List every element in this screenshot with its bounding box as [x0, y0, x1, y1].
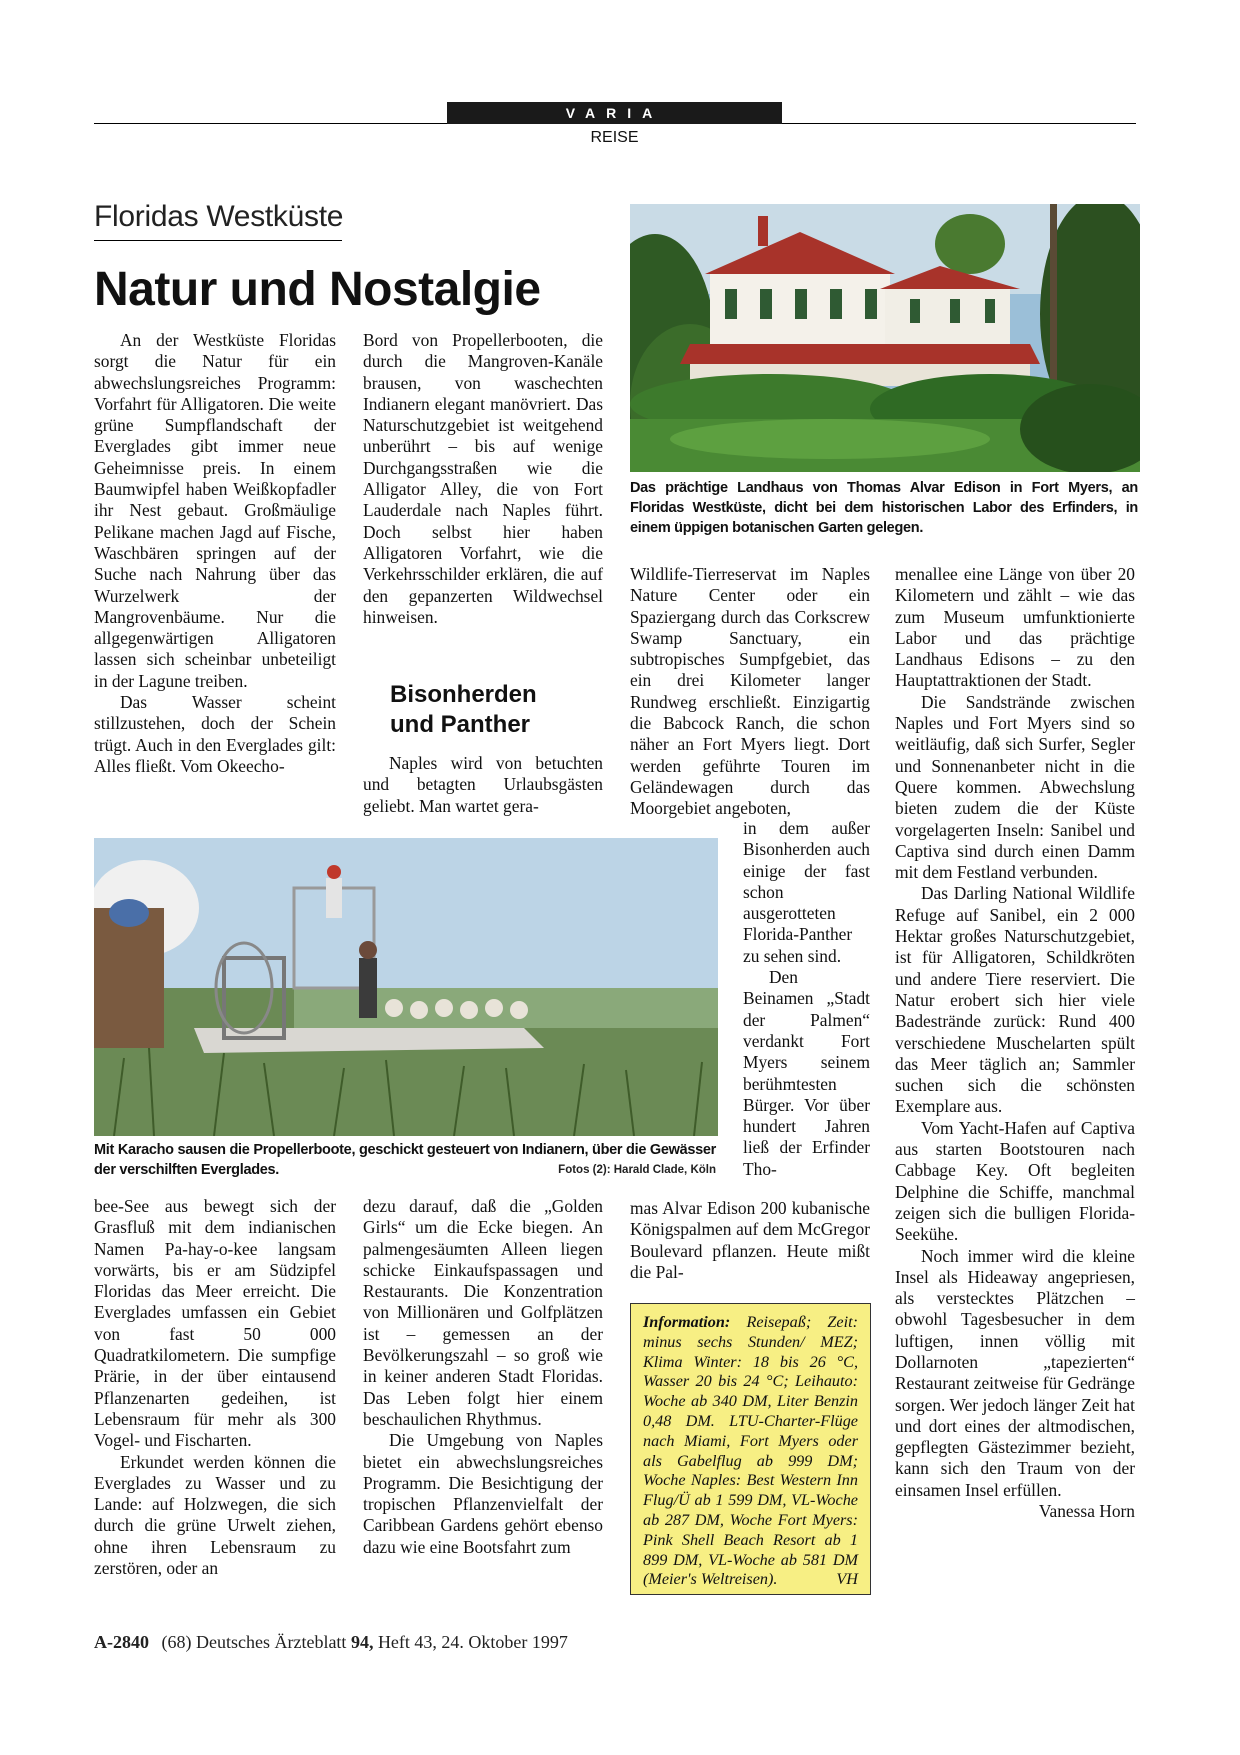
subsection-label: REISE [590, 129, 639, 146]
paragraph: Das Darling National Wildlife Refuge auf Sanibel, ein 2 000 Hektar großes Naturschutzgebiet, ist für Alligatoren, Schildkröten und andere Tiere reserviert. Die Natur erobert sich hier viele Badestrände zurück: Rund 400 verschiedene Muschelarten spült das Meer täglich an; Sammler suchen sich die schönsten Exemplare aus. [895, 883, 1135, 1117]
paragraph: Das Wasser scheint stillzustehen, doch der Schein trügt. Auch in den Everglades gilt: Alles fließt. Vom Okeecho- [94, 692, 336, 776]
column-3-narrow [743, 818, 870, 1180]
subheading [390, 680, 537, 740]
paragraph: An der Westküste Floridas sorgt die Natur für ein abwechslungsreiches Programm: Vorfahrt für Alligatoren. Die weite grüne Sumpflandschaft der Everglades gibt immer neue Geheimnisse preis. In einem Baumwipfel haben Weißkopfadler ihr Nest gebaut. Großmäulige Pelikane machen Jagd auf Fische, Waschbären springen auf der Suche nach Nahrung über das Wurzelwerk der Mangrovenbäume. Nur die allgegenwärtigen Alligatoren lassen sich scheinbar unbeteiligt in der Lagune treiben. [94, 330, 336, 691]
article-title: Natur und Nostalgie [94, 263, 541, 316]
subheading-line: Bisonherden [390, 681, 537, 708]
column-2-bottom [363, 1196, 603, 1558]
kicker-underline [94, 240, 342, 241]
paragraph: menallee eine Länge von über 20 Kilometern und zählt – wie das zum Museum umfunktionierte Labor und das prächtige Landhaus Edisons – zu den Hauptattraktionen der Stadt. [895, 564, 1135, 691]
airboat-photo-image [94, 838, 718, 1136]
house-photo-image [630, 204, 1140, 472]
subheading-line: und Panther [390, 711, 531, 738]
article-kicker: Floridas Westküste [94, 200, 344, 233]
info-text: Reisepaß; Zeit: minus sechs Stunden/ MEZ; Klima Winter: 18 bis 26 °C, Wasser 20 bis 24 °C; Leihauto: Woche ab 340 DM, Liter Benzin 0,48 DM. LTU-Charter-Flüge nach Miami, Fort Myers oder als Gabelflug ab 999 DM; Woche Naples: Best Western Inn Flug/Ü ab 1 599 DM, VL-Woche ab 287 DM, Woche Fort Myers: Pink Shell Beach Resort ab 1 899 DM, VL-Woche ab 581 DM (Meier's Weltreisen). [643, 1313, 858, 1589]
footer-journal: (68) Deutsches Ärzteblatt [161, 1632, 347, 1652]
info-initials: VH [836, 1570, 858, 1589]
column-1-bottom [94, 1196, 336, 1579]
column-3-top [630, 564, 870, 820]
house-photo-caption: Das prächtige Landhaus von Thomas Alvar Edison in Fort Myers, an Floridas Westküste, dicht bei dem historischen Labor des Erfinders, in einem üppigen botanischen Garten gelegen. [630, 480, 1138, 536]
paragraph: Noch immer wird die kleine Insel als Hideaway angepriesen, als verstecktes Plätzchen – obwohl Tagesbesucher in dem luftigen, innen völlig mit Dollarnoten „tapezierten“ Restaurant zeitweise für Gedränge sorgen. Wer jedoch länger Zeit hat und dort eines der altmodischen, gepflegten Gästezimmer bezieht, kann sich den Traum von der einsamen Insel erfüllen. [895, 1245, 1135, 1500]
column-3-bottom [630, 1198, 870, 1283]
column-2-middle [363, 753, 603, 817]
info-label: Information: [643, 1313, 731, 1331]
airboat-photo [94, 838, 718, 1136]
airboat-photo-caption: Mit Karacho sausen die Propellerboote, geschickt gesteuert von Indianern, über die Gewässer der verschilften Everglades. [94, 1142, 716, 1178]
paragraph: Die Umgebung von Naples bietet ein abwechslungsreiches Programm. Die Besichtigung der tropischen Pflanzenvielfalt der Caribbean Gardens gehört ebenso dazu wie eine Bootsfahrt zum [363, 1430, 603, 1557]
info-box [630, 1303, 871, 1595]
paragraph: Bord von Propellerbooten, die durch die Mangroven-Kanäle brausen, von waschechten Indianern elegant manövriert. Das Naturschutzgebiet ist weitgehend unberührt – bis auf wenige Durchgangsstraßen wie die Alligator Alley, die von Fort Lauderdale nach Naples führt. Doch selbst hier haben Alligatoren Vorfahrt, wie die Verkehrsschilder erklären, die auf den gepanzerten Wildwechsel hinweisen. [363, 330, 603, 627]
paragraph: dezu darauf, daß die „Golden Girls“ um die Ecke biegen. An palmengesäumten Alleen liegen schicke Einkaufspassagen und Restaurants. Die Konzentration von Millionären und Golfplätzen ist – gemessen an der Bevölkerungszahl – so groß wie in keiner anderen Stadt Floridas. Das Leben folgt hier einem beschaulichen Rhythmus. [363, 1196, 603, 1429]
footer-volume: 94, [350, 1632, 374, 1652]
page-footer [94, 1632, 568, 1653]
house-photo [630, 204, 1140, 472]
paragraph: Die Sandstrände zwischen Naples und Fort Myers sind so weitläufig, daß sich Surfer, Segler und Sonnenanbeter nicht in die Quere kommen. Abwechslung bieten zudem die der Küste vorgelagerten Inseln: Sanibel und Captiva sind durch einen Damm mit dem Festland verbunden. [895, 691, 1135, 883]
paragraph: bee-See aus bewegt sich der Grasfluß mit dem indianischen Namen Pa-hay-o-kee langsam vorwärts, bis er am Südzipfel Floridas das Meer erreicht. Die Everglades umfassen ein Gebiet von fast 50 000 Quadratkilometern. Die sumpfige Prärie, in der über eintausend Pflanzenarten gedeihen, ist Lebensraum für mehr als 300 Vogel- und Fischarten. [94, 1196, 336, 1451]
page-number: A-2840 [94, 1632, 149, 1652]
photo-credit: Fotos (2): Harald Clade, Köln [558, 1164, 716, 1176]
column-2-top [363, 330, 603, 628]
paragraph: Vom Yacht-Hafen auf Captiva aus starten Bootstouren nach Cabbage Key. Oft begleiten Delphine die Schiffe, manchmal zeigen sich die bulligen Florida-Seekühe. [895, 1117, 1135, 1245]
paragraph: Erkundet werden können die Everglades zu Wasser und zu Lande: auf Holzwegen, die sich durch die grüne Urwelt ziehen, ohne ihren Lebensraum zu zerstören, oder an [94, 1451, 336, 1579]
paragraph: Den Beinamen „Stadt der Palmen“ verdankt Fort Myers seinem berühmtesten Bürger. Vor über hundert Jahren ließ der Erfinder Tho- [743, 967, 870, 1179]
paragraph: Wildlife-Tierreservat im Naples Nature Center oder ein Spaziergang durch das Corkscrew Swamp Sanctuary, ein subtropisches Sumpfgebiet, das ein drei Kilometer langer Rundweg erschließt. Einzigartig die Babcock Ranch, die schon näher an Fort Myers liegt. Dort werden geführte Touren im Geländewagen durch das Moorgebiet angeboten, [630, 564, 870, 819]
author: Vanessa Horn [1038, 1501, 1135, 1522]
column-4 [895, 564, 1135, 1522]
paragraph: mas Alvar Edison 200 kubanische Königspalmen auf dem McGregor Boulevard pflanzen. Heute mißt die Pal- [630, 1198, 870, 1282]
paragraph: Naples wird von betuchten und betagten Urlaubsgästen geliebt. Man wartet gera- [363, 753, 603, 816]
paragraph: in dem außer Bisonherden auch einige der fast schon ausgerotteten Florida-Panther zu sehen sind. [743, 818, 870, 966]
column-1-top [94, 330, 336, 777]
section-banner: VARIA [447, 102, 782, 124]
footer-issue: Heft 43, 24. Oktober 1997 [377, 1632, 568, 1652]
